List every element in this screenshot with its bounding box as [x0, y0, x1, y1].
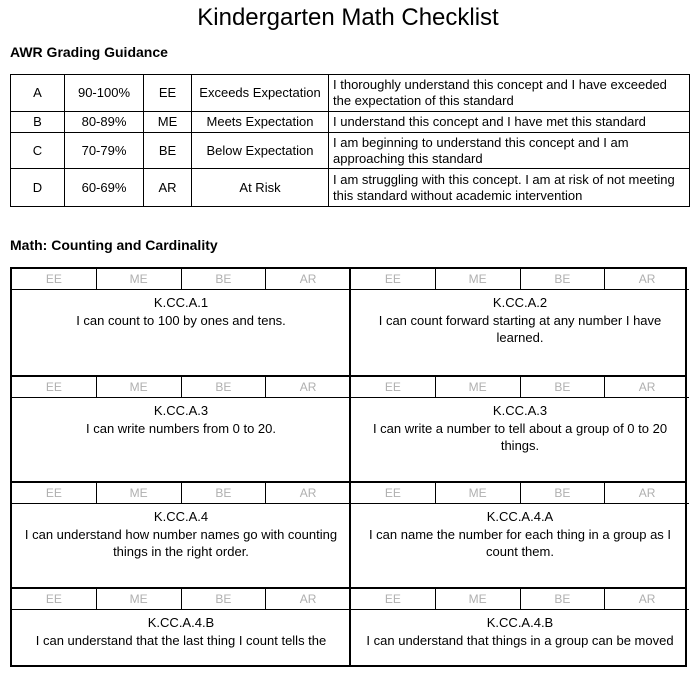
grading-guidance-heading: AWR Grading Guidance — [10, 44, 168, 60]
standard-code: K.CC.A.4.B — [486, 615, 554, 630]
rating-ee-box[interactable]: EE — [351, 483, 436, 503]
rating-ar-box[interactable]: AR — [638, 592, 656, 606]
grade-letter: A — [11, 75, 65, 112]
grade-range: 80-89% — [65, 112, 144, 133]
grade-code: BE — [144, 133, 192, 169]
standard-statement: I can understand how number names go with counting things in the right order. — [24, 527, 338, 559]
column-divider — [349, 269, 351, 665]
standard-statement: I can count to 100 by ones and tens. — [76, 313, 286, 328]
rating-be-box[interactable]: BE — [182, 377, 267, 397]
rating-ar-box[interactable]: AR — [638, 272, 656, 286]
standard-statement: I can count forward starting at any number I have learned. — [378, 313, 662, 345]
rating-ee-box[interactable]: EE — [12, 269, 97, 289]
rating-me-box[interactable]: ME — [436, 483, 521, 503]
checklist-item — [12, 483, 350, 587]
grade-description: I am struggling with this concept. I am at risk of not meeting this standard without academic intervention — [329, 169, 690, 207]
standard-statement: I can understand that things in a group can be moved — [366, 633, 674, 648]
rating-be-box[interactable]: BE — [521, 589, 606, 609]
grade-description: I understand this concept and I have met this standard — [329, 112, 690, 133]
rating-row — [12, 483, 350, 504]
rating-me-box[interactable]: ME — [97, 269, 182, 289]
grade-description: I thoroughly understand this concept and I have exceeded the expectation of this standard — [329, 75, 690, 112]
grade-description: I am beginning to understand this concept and I am approaching this standard — [329, 133, 690, 169]
rating-row — [351, 483, 689, 504]
rating-ee-box[interactable]: EE — [12, 483, 97, 503]
standard-statement: I can write a number to tell about a group of 0 to 20 things. — [372, 421, 668, 453]
rating-row — [351, 589, 689, 610]
rating-ar-box[interactable]: AR — [299, 380, 317, 394]
grade-code: ME — [144, 112, 192, 133]
rating-ee-box[interactable]: EE — [351, 589, 436, 609]
rating-be-box[interactable]: BE — [182, 589, 267, 609]
rating-be-box[interactable]: BE — [521, 269, 606, 289]
grade-label: At Risk — [192, 169, 329, 207]
rating-row — [351, 269, 689, 290]
standard-statement: I can name the number for each thing in a group as I count them. — [368, 527, 672, 559]
grading-guidance-table — [10, 74, 690, 207]
rating-be-box[interactable]: BE — [182, 483, 267, 503]
page-title: Kindergarten Math Checklist — [197, 4, 499, 31]
checklist-item — [351, 589, 689, 693]
grade-letter: D — [11, 169, 65, 207]
grade-label: Meets Expectation — [192, 112, 329, 133]
rating-ar-box[interactable]: AR — [638, 486, 656, 500]
checklist-item — [351, 483, 689, 587]
standard-code: K.CC.A.1 — [153, 295, 209, 310]
rating-ee-box[interactable]: EE — [351, 377, 436, 397]
rating-be-box[interactable]: BE — [521, 483, 606, 503]
standard-code: K.CC.A.4.A — [486, 509, 554, 524]
rating-me-box[interactable]: ME — [436, 269, 521, 289]
rating-ee-box[interactable]: EE — [12, 589, 97, 609]
rating-me-box[interactable]: ME — [97, 589, 182, 609]
checklist-item — [351, 269, 689, 375]
rating-ar-box[interactable]: AR — [638, 380, 656, 394]
grade-code: AR — [144, 169, 192, 207]
grade-letter: B — [11, 112, 65, 133]
rating-ar-box[interactable]: AR — [299, 272, 317, 286]
rating-row — [12, 269, 350, 290]
rating-me-box[interactable]: ME — [436, 377, 521, 397]
rating-row — [351, 377, 689, 398]
grade-range: 70-79% — [65, 133, 144, 169]
standard-code: K.CC.A.2 — [492, 295, 548, 310]
grade-letter: C — [11, 133, 65, 169]
checklist-grid — [10, 267, 687, 667]
rating-be-box[interactable]: BE — [521, 377, 606, 397]
standard-code: K.CC.A.3 — [492, 403, 548, 418]
grade-code: EE — [144, 75, 192, 112]
rating-be-box[interactable]: BE — [182, 269, 267, 289]
grade-range: 60-69% — [65, 169, 144, 207]
rating-ee-box[interactable]: EE — [12, 377, 97, 397]
rating-me-box[interactable]: ME — [97, 377, 182, 397]
grade-label: Exceeds Expectation — [192, 75, 329, 112]
rating-ar-box[interactable]: AR — [299, 486, 317, 500]
grade-label: Below Expectation — [192, 133, 329, 169]
standard-code: K.CC.A.4.B — [147, 615, 215, 630]
checklist-item — [12, 377, 350, 481]
rating-ar-box[interactable]: AR — [299, 592, 317, 606]
rating-row — [12, 589, 350, 610]
guidance-row — [11, 133, 690, 169]
guidance-row — [11, 112, 690, 133]
standard-code: K.CC.A.3 — [153, 403, 209, 418]
standard-statement: I can write numbers from 0 to 20. — [85, 421, 277, 436]
checklist-item — [12, 589, 350, 693]
rating-ee-box[interactable]: EE — [351, 269, 436, 289]
math-section-heading: Math: Counting and Cardinality — [10, 237, 218, 253]
checklist-item — [351, 377, 689, 481]
standard-statement: I can understand that the last thing I count tells the — [35, 633, 327, 648]
rating-row — [12, 377, 350, 398]
guidance-row — [11, 169, 690, 207]
guidance-row — [11, 75, 690, 112]
checklist-item — [12, 269, 350, 375]
rating-me-box[interactable]: ME — [436, 589, 521, 609]
rating-me-box[interactable]: ME — [97, 483, 182, 503]
grade-range: 90-100% — [65, 75, 144, 112]
standard-code: K.CC.A.4 — [153, 509, 209, 524]
